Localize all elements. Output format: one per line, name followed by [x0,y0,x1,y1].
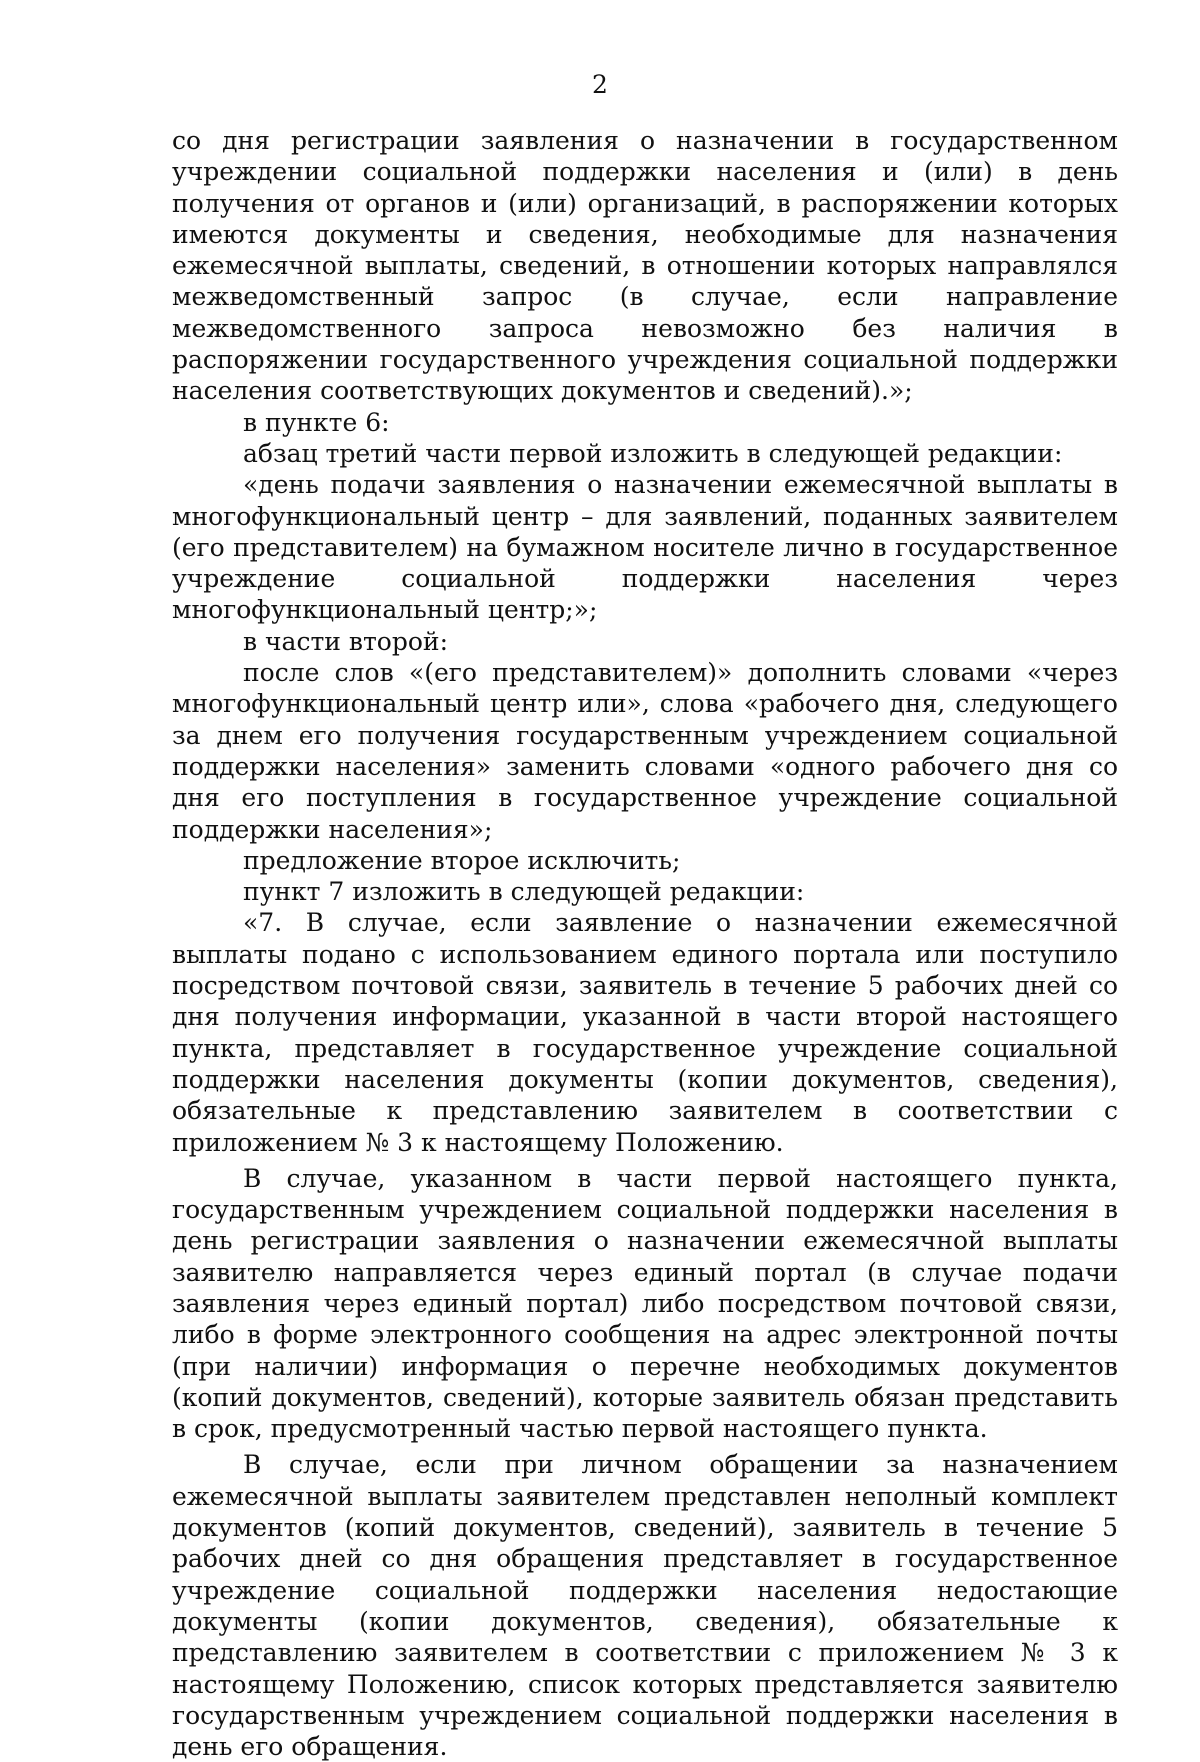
paragraph-point-7-part-1: «7. В случае, если заявление о назначении ежемесячной выплаты подано с использованием единого портала или поступило посредством почтовой связи, заявитель в течение 5 рабочих дней со дня получения информации, указанной в части второй настоящего пункта, представляет в государственное учреждение социальной поддержки населения документы (копии документов, сведения), обязательные к представлению заявителем в соответствии с приложением № 3 к настоящему Положению. [172,908,1118,1157]
paragraph-part-two-heading: в части второй: [243,626,448,656]
paragraph-point-7-part-3: В случае, если при личном обращении за назначением ежемесячной выплаты заявителем представлен неполный комплект документов (копий документов, сведений), заявитель в течение 5 рабочих дней со дня обращения представляет в государственное учреждение социальной поддержки населения недостающие документы (копии документов, сведения), обязательные к представлению заявителем в соответствии с приложением № 3 к настоящему Положению, список которых представляется заявителю государственным учреждением социальной поддержки населения в день его обращения. [172,1450,1118,1762]
paragraph-point-7-instruction: пункт 7 изложить в следующей редакции: [243,877,805,907]
paragraph-point-6-heading: в пункте 6: [243,407,390,437]
page-number: 2 [592,70,608,99]
document-body [172,125,1118,1762]
paragraph-point-7-part-2: В случае, указанном в части первой настоящего пункта, государственным учреждением социальной поддержки населения в день регистрации заявления о назначении ежемесячной выплаты заявителю направляется через единый портал (в случае подачи заявления через единый портал) либо посредством почтовой связи, либо в форме электронного сообщения на адрес электронной почты (при наличии) информация о перечне необходимых документов (копий документов, сведений), которые заявитель обязан представить в срок, предусмотренный частью первой настоящего пункта. [172,1163,1118,1444]
paragraph-continuation: со дня регистрации заявления о назначении в государственном учреждении социальной поддержки населения и (или) в день получения от органов и (или) организаций, в распоряжении которых имеются документы и сведения, необходимые для назначения ежемесячной выплаты, сведений, в отношении которых направлялся межведомственный запрос (в случае, если направление межведомственного запроса невозможно без наличия в распоряжении государственного учреждения социальной поддержки населения соответствующих документов и сведений).»; [172,126,1118,406]
paragraph-amendment-instruction: абзац третий части первой изложить в следующей редакции: [243,438,1063,468]
paragraph-part-two-changes: после слов «(его представителем)» дополнить словами «через многофункциональный центр или», слова «рабочего дня, следующего за днем его получения государственным учреждением социальной поддержки населения» заменить словами «одного рабочего дня со дня его поступления в государственное учреждение социальной поддержки населения»; [172,658,1118,844]
paragraph-exclude-sentence: предложение второе исключить; [243,845,681,875]
paragraph-amendment-text: «день подачи заявления о назначении ежемесячной выплаты в многофункциональный центр – для заявлений, поданных заявителем (его представителем) на бумажном носителе лично в государственное учреждение социальной поддержки населения через многофункциональный центр;»; [172,470,1118,625]
